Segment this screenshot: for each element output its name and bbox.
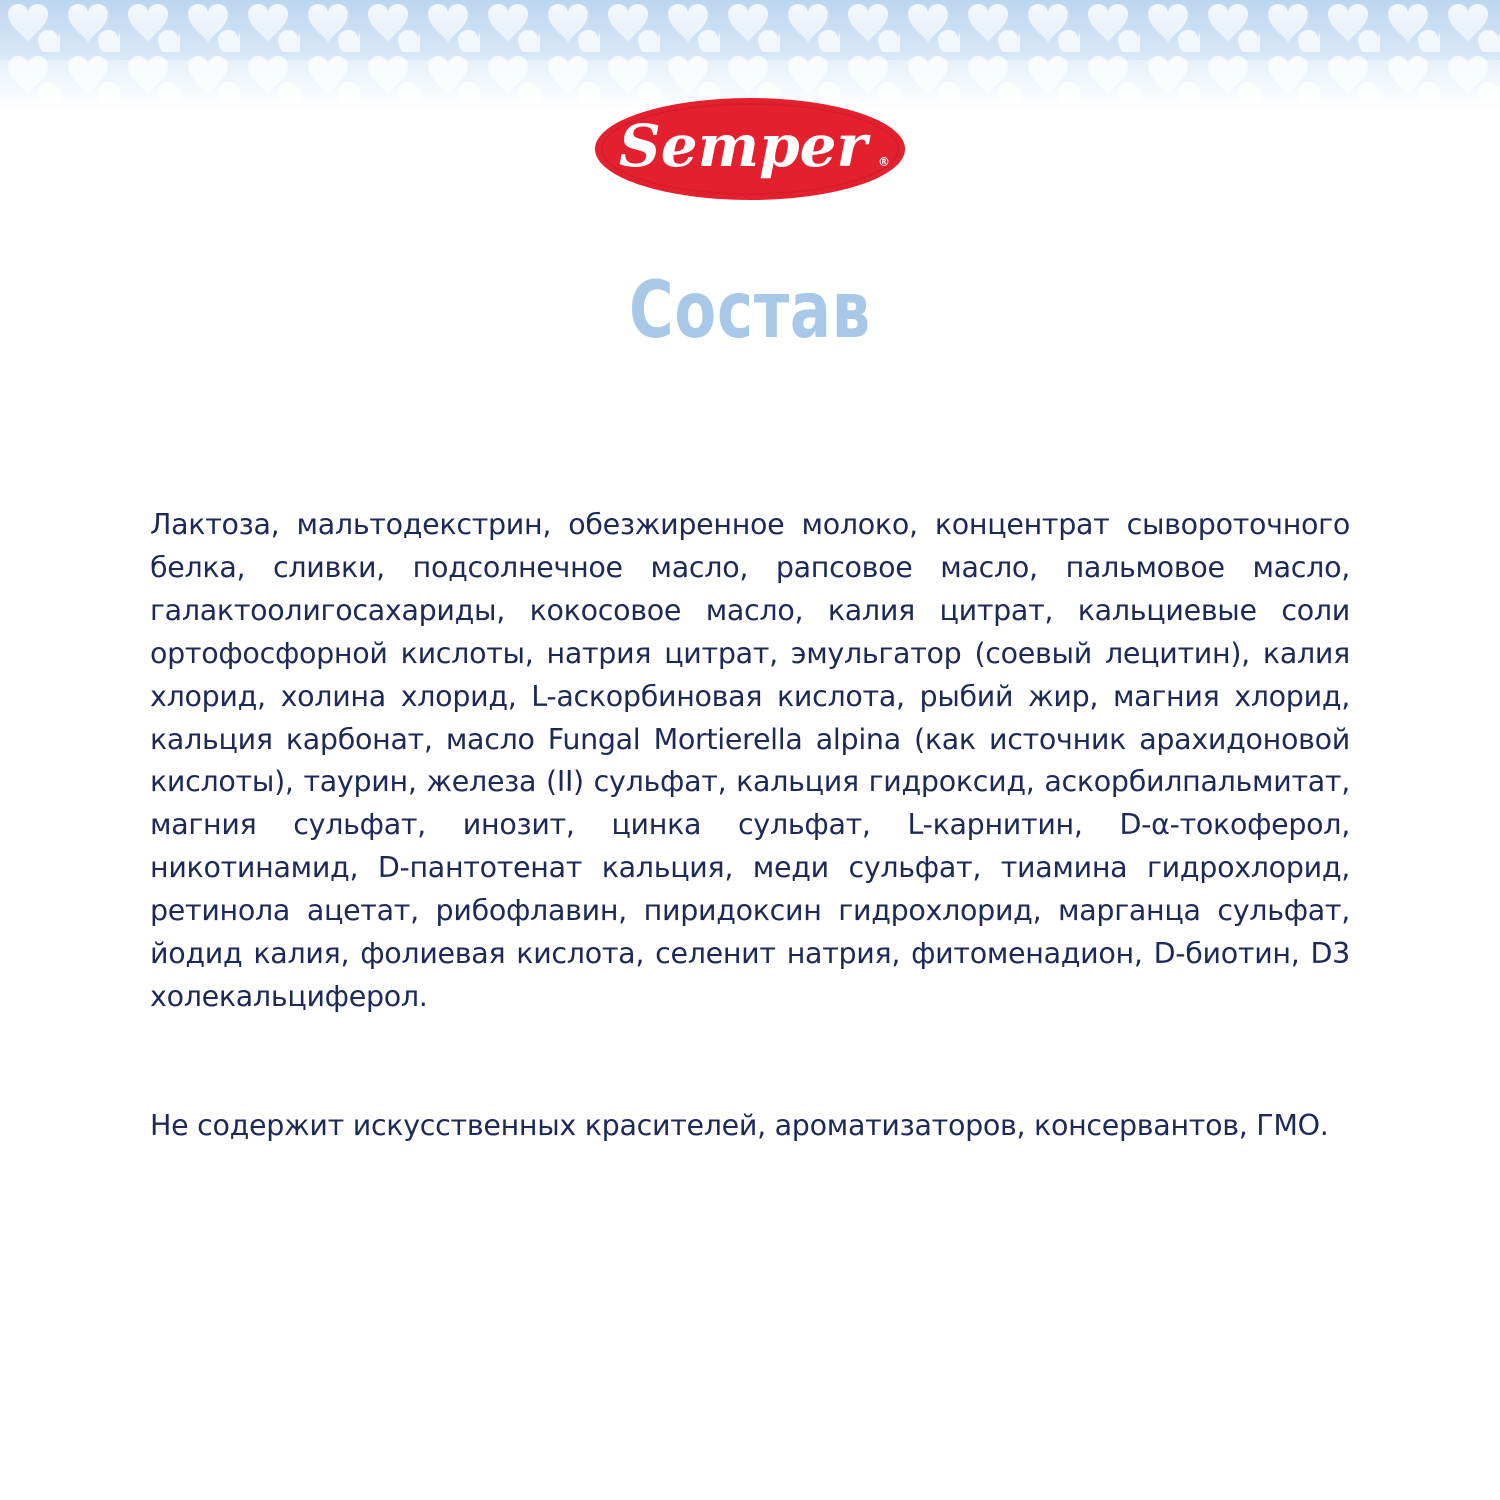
no-additives-note: Не содержит искусственных красителей, ароматизаторов, консервантов, ГМО. bbox=[150, 1109, 1329, 1142]
hearts-pattern-icon bbox=[0, 0, 1500, 110]
semper-logo-icon bbox=[593, 96, 907, 202]
hearts-pattern-banner bbox=[0, 0, 1500, 110]
ingredients-text: Лактоза, мальтодекстрин, обезжиренное молоко, концентрат сывороточного белка, сливки, подсолнечное масло, рапсовое масло, пальмовое масло, галактоолигосахариды, кокосовое масло, калия цитрат, кальциевые соли ортофосфорной кислоты, натрия цитрат, эмульгатор (соевый лецитин), калия хлорид, холина хлорид, L-аскорбиновая кислота, рыбий жир, магния хлорид, кальция карбонат, масло Fungal Mortierella alpina (как источник арахидоновой кислоты), таурин, железа (II) сульфат, кальция гидроксид, аскорбилпальмитат, магния сульфат, инозит, цинка сульфат, L-карнитин, D-α-токоферол, никотинамид, D-пантотенат кальция, меди сульфат, тиамина гидрохлорид, ретинола ацетат, рибофлавин, пиридоксин гидрохлорид, марганца сульфат, йодид калия, фолиевая кислота, селенит натрия, фитоменадион, D-биотин, D3 холекальциферол. bbox=[150, 508, 1350, 1013]
section-title: Состав bbox=[628, 266, 872, 356]
logo-registered-mark: ® bbox=[878, 155, 890, 169]
logo-wordmark: Semper bbox=[618, 112, 868, 180]
semper-logo bbox=[593, 96, 907, 202]
